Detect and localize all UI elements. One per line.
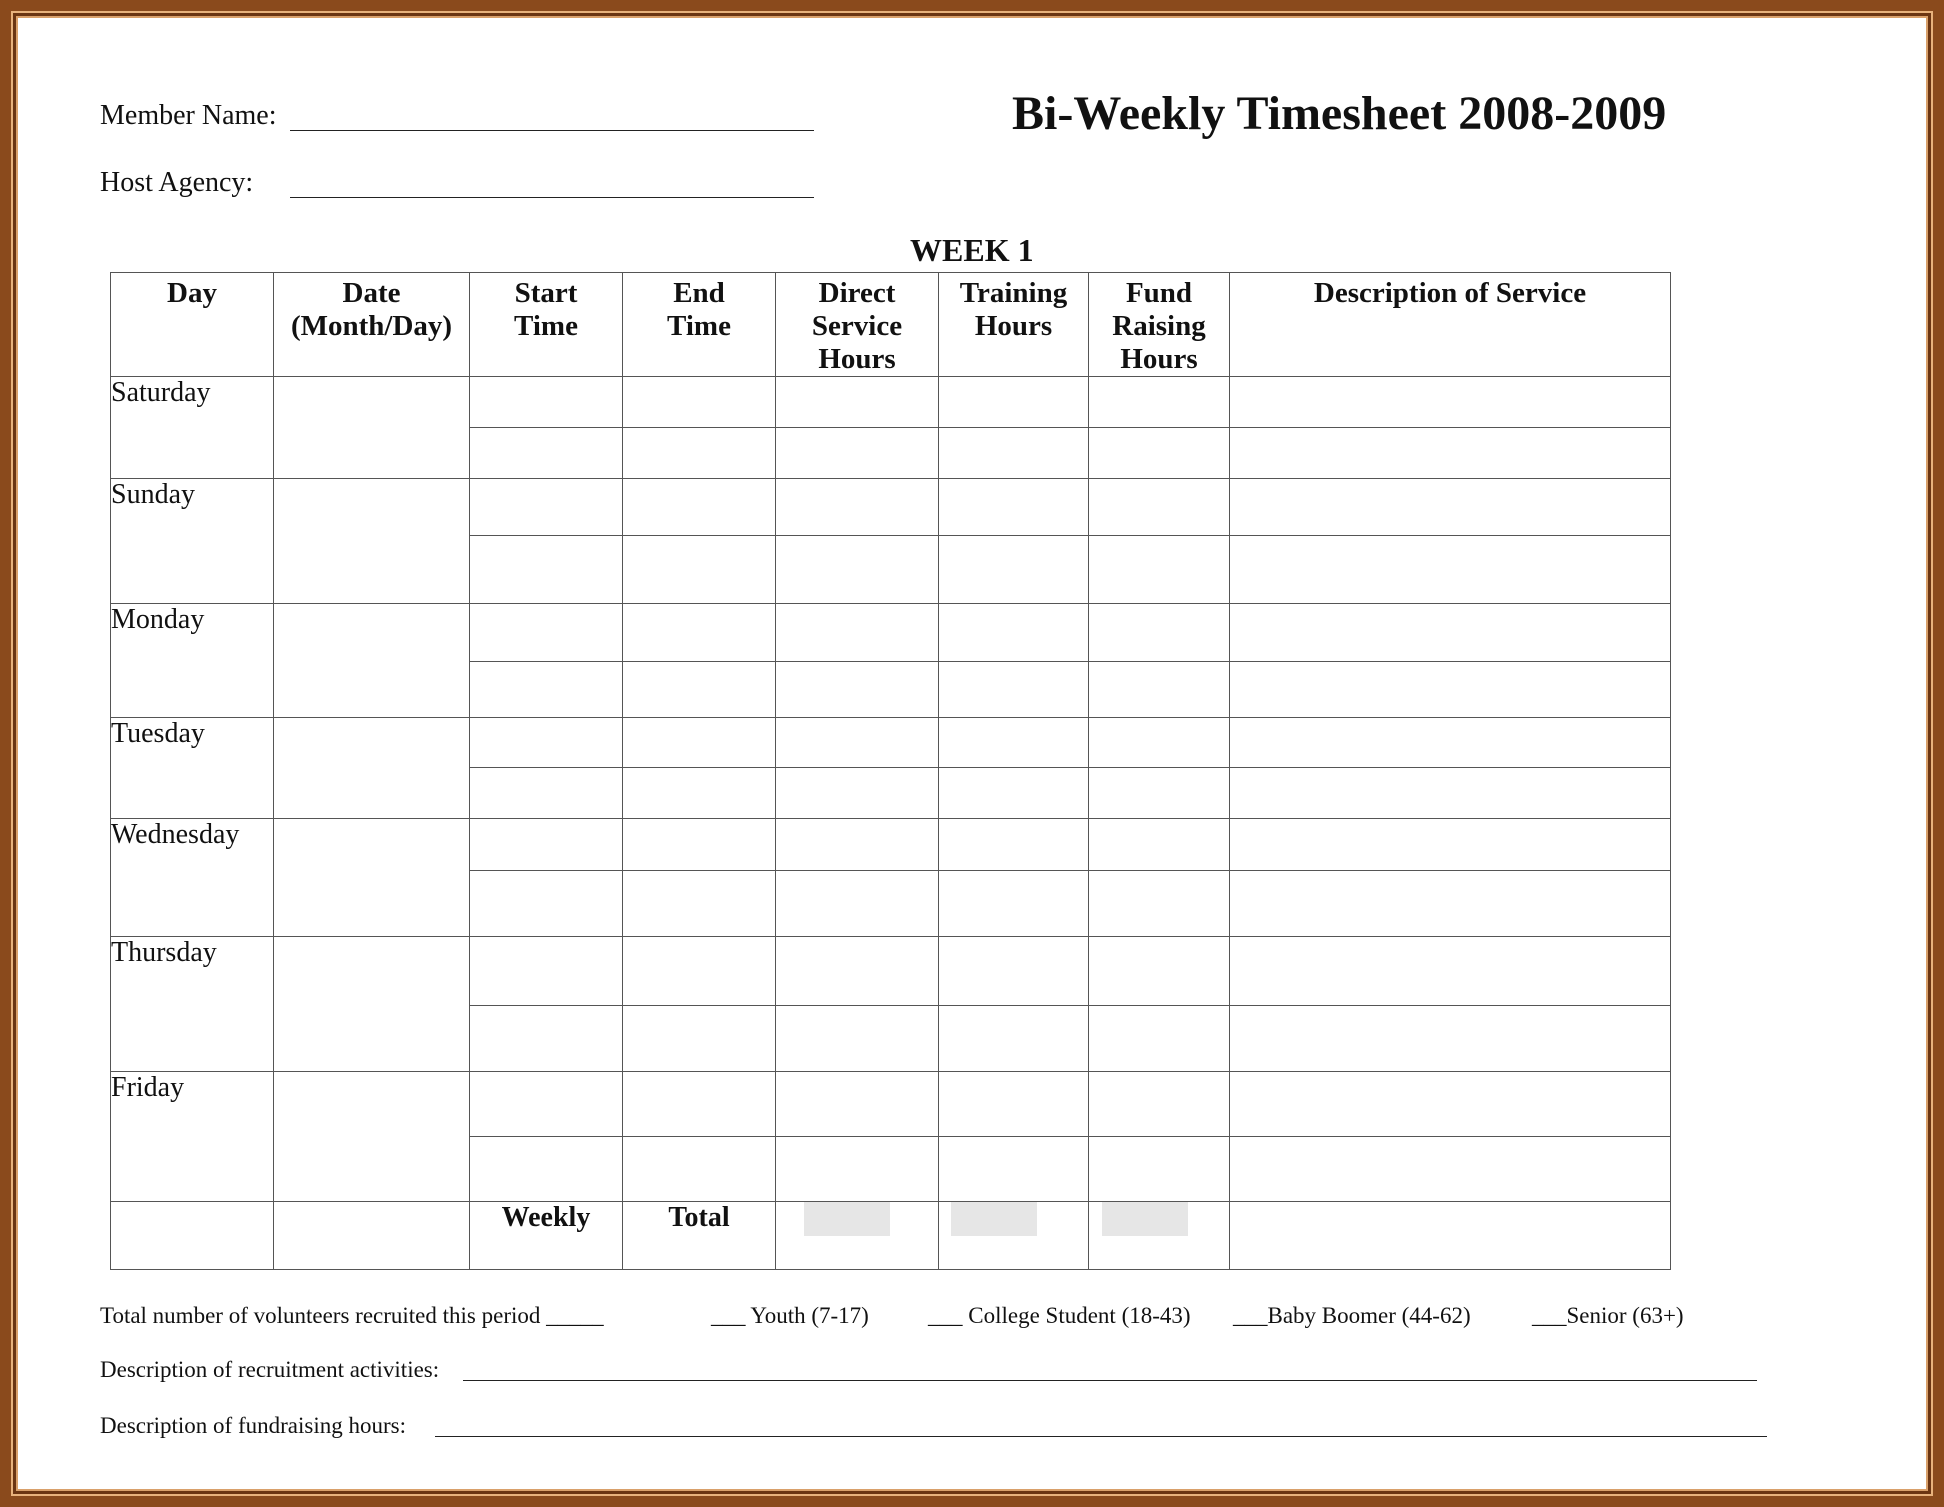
training-hours-cell[interactable] bbox=[939, 662, 1089, 718]
end-time-cell[interactable] bbox=[623, 428, 776, 479]
training-hours-cell[interactable] bbox=[939, 718, 1089, 768]
col-end-header: End Time bbox=[623, 273, 776, 377]
table-row bbox=[111, 937, 1671, 1006]
training-hours-cell[interactable] bbox=[939, 1137, 1089, 1202]
end-time-cell[interactable] bbox=[623, 768, 776, 819]
training-hours-cell[interactable] bbox=[939, 768, 1089, 819]
direct-hours-cell[interactable] bbox=[776, 768, 939, 819]
end-time-cell[interactable] bbox=[623, 536, 776, 604]
timesheet-table bbox=[110, 272, 1671, 1270]
start-time-cell[interactable] bbox=[470, 1006, 623, 1072]
col-date-header: Date (Month/Day) bbox=[274, 273, 470, 377]
end-time-cell[interactable] bbox=[623, 662, 776, 718]
direct-hours-cell[interactable] bbox=[776, 718, 939, 768]
date-cell[interactable] bbox=[274, 604, 470, 718]
fund-hours-cell[interactable] bbox=[1089, 1137, 1230, 1202]
date-cell[interactable] bbox=[274, 377, 470, 479]
training-hours-cell[interactable] bbox=[939, 377, 1089, 428]
end-time-cell[interactable] bbox=[623, 604, 776, 662]
fund-hours-cell[interactable] bbox=[1089, 604, 1230, 662]
fund-hours-cell[interactable] bbox=[1089, 1072, 1230, 1137]
direct-hours-cell[interactable] bbox=[776, 871, 939, 937]
direct-hours-total-cell[interactable] bbox=[776, 1202, 939, 1270]
table-row bbox=[111, 604, 1671, 662]
direct-hours-cell[interactable] bbox=[776, 1006, 939, 1072]
training-hours-cell[interactable] bbox=[939, 937, 1089, 1006]
start-time-cell[interactable] bbox=[470, 768, 623, 819]
training-hours-cell[interactable] bbox=[939, 604, 1089, 662]
description-total-cell bbox=[1230, 1202, 1671, 1270]
start-time-cell[interactable] bbox=[470, 1137, 623, 1202]
direct-hours-cell[interactable] bbox=[776, 1072, 939, 1137]
start-time-cell[interactable] bbox=[470, 937, 623, 1006]
description-cell[interactable] bbox=[1230, 768, 1671, 819]
shaded-total-box bbox=[1102, 1202, 1188, 1236]
training-hours-cell[interactable] bbox=[939, 819, 1089, 871]
baby-boomer-option[interactable]: ___Baby Boomer (44-62) bbox=[1233, 1303, 1471, 1328]
page-title: Bi-Weekly Timesheet 2008-2009 bbox=[1012, 87, 1667, 140]
empty-cell bbox=[274, 1202, 470, 1270]
description-cell[interactable] bbox=[1230, 1137, 1671, 1202]
end-time-cell[interactable] bbox=[623, 718, 776, 768]
description-cell[interactable] bbox=[1230, 718, 1671, 768]
host-agency-label: Host Agency: bbox=[100, 167, 254, 198]
description-cell[interactable] bbox=[1230, 1006, 1671, 1072]
date-cell[interactable] bbox=[274, 479, 470, 604]
empty-cell bbox=[111, 1202, 274, 1270]
weekly-total-row bbox=[111, 1202, 1671, 1270]
direct-hours-cell[interactable] bbox=[776, 428, 939, 479]
direct-hours-cell[interactable] bbox=[776, 1137, 939, 1202]
day-cell: Saturday bbox=[111, 377, 274, 479]
description-cell[interactable] bbox=[1230, 662, 1671, 718]
day-cell: Thursday bbox=[111, 937, 274, 1072]
start-time-cell[interactable] bbox=[470, 428, 623, 479]
description-cell[interactable] bbox=[1230, 819, 1671, 871]
table-row bbox=[111, 1072, 1671, 1137]
description-cell[interactable] bbox=[1230, 937, 1671, 1006]
fund-hours-cell[interactable] bbox=[1089, 428, 1230, 479]
col-description-header: Description of Service bbox=[1230, 273, 1671, 377]
day-cell: Monday bbox=[111, 604, 274, 718]
date-cell[interactable] bbox=[274, 819, 470, 937]
end-time-cell[interactable] bbox=[623, 377, 776, 428]
table-row bbox=[111, 819, 1671, 871]
date-cell[interactable] bbox=[274, 1072, 470, 1202]
training-hours-total-cell[interactable] bbox=[939, 1202, 1089, 1270]
fund-hours-cell[interactable] bbox=[1089, 536, 1230, 604]
member-name-label: Member Name: bbox=[100, 100, 277, 131]
fund-hours-cell[interactable] bbox=[1089, 377, 1230, 428]
shaded-total-box bbox=[951, 1202, 1037, 1236]
date-cell[interactable] bbox=[274, 718, 470, 819]
description-cell[interactable] bbox=[1230, 1072, 1671, 1137]
week-heading: WEEK 1 bbox=[910, 232, 1034, 268]
table-row bbox=[111, 377, 1671, 428]
col-fund-header: Fund Raising Hours bbox=[1089, 273, 1230, 377]
date-cell[interactable] bbox=[274, 937, 470, 1072]
training-hours-cell[interactable] bbox=[939, 1072, 1089, 1137]
training-hours-cell[interactable] bbox=[939, 479, 1089, 536]
end-time-cell[interactable] bbox=[623, 1072, 776, 1137]
col-direct-header: Direct Service Hours bbox=[776, 273, 939, 377]
direct-hours-cell[interactable] bbox=[776, 662, 939, 718]
member-name-field[interactable] bbox=[290, 130, 814, 131]
direct-hours-cell[interactable] bbox=[776, 536, 939, 604]
total-label: Total bbox=[623, 1202, 776, 1270]
end-time-cell[interactable] bbox=[623, 1006, 776, 1072]
day-cell: Tuesday bbox=[111, 718, 274, 819]
training-hours-cell[interactable] bbox=[939, 871, 1089, 937]
fund-hours-cell[interactable] bbox=[1089, 479, 1230, 536]
col-training-header: Training Hours bbox=[939, 273, 1089, 377]
col-start-header: Start Time bbox=[470, 273, 623, 377]
weekly-label: Weekly bbox=[470, 1202, 623, 1270]
direct-hours-cell[interactable] bbox=[776, 819, 939, 871]
start-time-cell[interactable] bbox=[470, 479, 623, 536]
table-row bbox=[111, 718, 1671, 768]
start-time-cell[interactable] bbox=[470, 662, 623, 718]
shaded-total-box bbox=[804, 1202, 890, 1236]
fund-hours-cell[interactable] bbox=[1089, 1006, 1230, 1072]
day-cell: Friday bbox=[111, 1072, 274, 1202]
end-time-cell[interactable] bbox=[623, 871, 776, 937]
volunteers-recruited-label: Total number of volunteers recruited this period _____ bbox=[100, 1303, 604, 1328]
fundraising-hours-field[interactable] bbox=[435, 1436, 1767, 1437]
day-cell: Wednesday bbox=[111, 819, 274, 937]
end-time-cell[interactable] bbox=[623, 819, 776, 871]
fund-hours-cell[interactable] bbox=[1089, 937, 1230, 1006]
fundraising-hours-label: Description of fundraising hours: bbox=[100, 1413, 406, 1438]
fund-hours-cell[interactable] bbox=[1089, 768, 1230, 819]
direct-hours-cell[interactable] bbox=[776, 937, 939, 1006]
start-time-cell[interactable] bbox=[470, 377, 623, 428]
direct-hours-cell[interactable] bbox=[776, 479, 939, 536]
description-cell[interactable] bbox=[1230, 428, 1671, 479]
host-agency-field[interactable] bbox=[290, 197, 814, 198]
fund-hours-cell[interactable] bbox=[1089, 871, 1230, 937]
fund-hours-cell[interactable] bbox=[1089, 662, 1230, 718]
college-student-option[interactable]: ___ College Student (18-43) bbox=[928, 1303, 1191, 1328]
col-day-header: Day bbox=[111, 273, 274, 377]
table-row bbox=[111, 479, 1671, 536]
description-cell[interactable] bbox=[1230, 377, 1671, 428]
recruitment-activities-label: Description of recruitment activities: bbox=[100, 1357, 440, 1382]
description-cell[interactable] bbox=[1230, 536, 1671, 604]
start-time-cell[interactable] bbox=[470, 604, 623, 662]
end-time-cell[interactable] bbox=[623, 937, 776, 1006]
table-header-row bbox=[111, 273, 1671, 377]
fund-hours-total-cell[interactable] bbox=[1089, 1202, 1230, 1270]
description-cell[interactable] bbox=[1230, 871, 1671, 937]
start-time-cell[interactable] bbox=[470, 718, 623, 768]
end-time-cell[interactable] bbox=[623, 1137, 776, 1202]
description-cell[interactable] bbox=[1230, 479, 1671, 536]
recruitment-activities-field[interactable] bbox=[463, 1380, 1757, 1381]
training-hours-cell[interactable] bbox=[939, 536, 1089, 604]
start-time-cell[interactable] bbox=[470, 1072, 623, 1137]
training-hours-cell[interactable] bbox=[939, 1006, 1089, 1072]
senior-option[interactable]: ___Senior (63+) bbox=[1532, 1303, 1684, 1328]
fund-hours-cell[interactable] bbox=[1089, 718, 1230, 768]
day-cell: Sunday bbox=[111, 479, 274, 604]
fund-hours-cell[interactable] bbox=[1089, 819, 1230, 871]
description-cell[interactable] bbox=[1230, 604, 1671, 662]
start-time-cell[interactable] bbox=[470, 536, 623, 604]
youth-option[interactable]: ___ Youth (7-17) bbox=[711, 1303, 869, 1328]
training-hours-cell[interactable] bbox=[939, 428, 1089, 479]
start-time-cell[interactable] bbox=[470, 819, 623, 871]
start-time-cell[interactable] bbox=[470, 871, 623, 937]
direct-hours-cell[interactable] bbox=[776, 604, 939, 662]
direct-hours-cell[interactable] bbox=[776, 377, 939, 428]
end-time-cell[interactable] bbox=[623, 479, 776, 536]
